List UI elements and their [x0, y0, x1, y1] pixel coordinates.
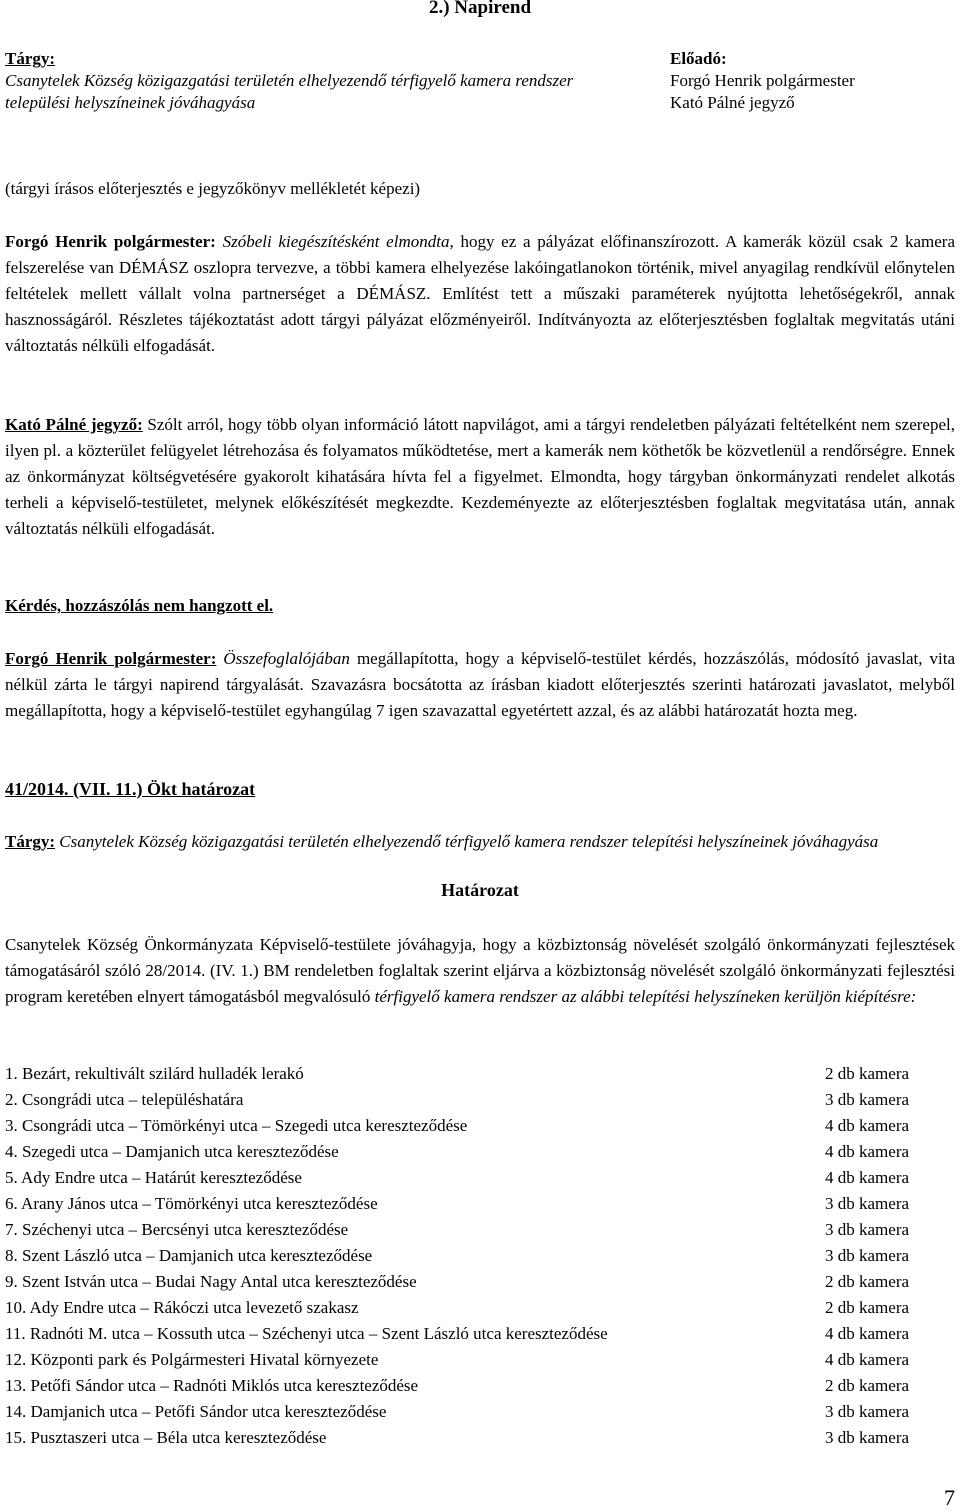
location-name: 11. Radnóti M. utca – Kossuth utca – Széchenyi utca – Szent László utca kereszteződése: [5, 1324, 608, 1343]
presenter-label: Előadó:: [670, 49, 727, 68]
location-name: 6. Arany János utca – Tömörkényi utca kereszteződése: [5, 1194, 378, 1213]
page-number: 7: [944, 1485, 955, 1510]
no-questions-line: Kérdés, hozzászólás nem hangzott el.: [5, 596, 274, 615]
resolution-subject-text: Csanytelek Község közigazgatási területén elhelyezendő térfigyelő kamera rendszer telepítési helyszíneinek jóváhagyása: [55, 832, 879, 851]
location-name: 12. Központi park és Polgármesteri Hivatal környezete: [5, 1350, 379, 1369]
list-item: [5, 1139, 935, 1165]
subject-text: Csanytelek Község közigazgatási területén elhelyezendő térfigyelő kamera rendszer települési helyszíneinek jóváhagyása: [5, 71, 574, 112]
paragraph-mayor-2: [5, 646, 955, 724]
list-item: [5, 1295, 935, 1321]
resolution-body: [5, 932, 955, 1010]
list-item: [5, 1321, 935, 1347]
speaker-notary: Kató Pálné jegyző:: [5, 415, 143, 434]
camera-count: 2 db kamera: [825, 1064, 910, 1083]
resolution-text: Csanytelek Község Önkormányzata Képviselő-testülete jóváhagyja, hogy a közbiztonság növelését szolgáló önkormányzati fejlesztések támogatásáról szóló 28/2014. (IV. 1.) BM rendeletben foglaltak szerint eljárva a közbiztonság növelését szolgáló önkormányzati fejlesztési program keretében elnyert támogatásból megvalósuló: [5, 935, 955, 1006]
camera-count: 4 db kamera: [825, 1168, 910, 1187]
list-item: [5, 1399, 935, 1425]
camera-count: 3 db kamera: [825, 1402, 910, 1421]
paragraph-text: megállapította, hogy a képviselő-testület kérdés, hozzászólás, módosító javaslat, vita nélkül zárta le tárgyi napirend tárgyalását. Szavazásra bocsátotta az írásban kiadott előterjesztés szerinti határozati javaslatot, melyből megállapította, hogy a képviselő-testület egyhangúlag 7 igen szavazattal egyetértett azzal, és az alábbi határozatát hozta meg.: [5, 649, 955, 720]
list-item: [5, 1425, 935, 1451]
camera-count: 4 db kamera: [825, 1324, 910, 1343]
list-item: [5, 1087, 935, 1113]
list-item: [5, 1243, 935, 1269]
camera-count: 3 db kamera: [825, 1194, 910, 1213]
resolution-title: Határozat: [441, 880, 519, 900]
camera-count: 4 db kamera: [825, 1142, 910, 1161]
list-item: [5, 1113, 935, 1139]
presenter-block: [670, 48, 960, 114]
camera-count: 4 db kamera: [825, 1116, 910, 1135]
presenter-2: Kató Pálné jegyző: [670, 93, 795, 112]
resolution-subject-label: Tárgy:: [5, 832, 56, 851]
location-name: 1. Bezárt, rekultivált szilárd hulladék lerakó: [5, 1064, 304, 1083]
attachment-note: (tárgyi írásos előterjesztés e jegyzőkönyv mellékletét képezi): [5, 179, 421, 198]
list-item: [5, 1217, 935, 1243]
subject-label: Tárgy:: [5, 49, 56, 68]
location-name: 8. Szent László utca – Damjanich utca kereszteződése: [5, 1246, 373, 1265]
list-item: [5, 1061, 935, 1087]
subject-block: [5, 48, 605, 114]
location-name: 15. Pusztaszeri utca – Béla utca kereszteződése: [5, 1428, 327, 1447]
camera-count: 3 db kamera: [825, 1220, 910, 1239]
list-item: [5, 1165, 935, 1191]
location-name: 4. Szegedi utca – Damjanich utca kereszteződése: [5, 1142, 339, 1161]
location-name: 9. Szent István utca – Budai Nagy Antal utca kereszteződése: [5, 1272, 417, 1291]
paragraph-text: hogy ez a pályázat előfinanszírozott. A kamerák közül csak 2 kamera felszerelése van DÉMÁSZ oszlopra tervezve, a többi kamera elhelyezése lakóingatlanokon történik, mivel anyagilag rendkívül előnytelen feltételek mellett vállalt volna partnerséget a DÉMÁSZ. Említést tett a műszaki paraméterek nyújtotta lehetőségekről, annak hasznosságáról. Részletes tájékoztatást adott tárgyi pályázat előzményeiről. Indítványozta az előterjesztésben foglaltak megvitatás utáni változtatás nélküli elfogadását.: [5, 232, 956, 355]
location-name: 5. Ady Endre utca – Határút kereszteződése: [5, 1168, 302, 1187]
speaker-mayor: Forgó Henrik polgármester:: [5, 232, 216, 251]
italic-phrase: Összefoglalójában: [223, 649, 350, 668]
resolution-italic: térfigyelő kamera rendszer az alábbi telepítési helyszíneken kerüljön kiépítésre:: [374, 987, 917, 1006]
location-name: 10. Ady Endre utca – Rákóczi utca levezető szakasz: [5, 1298, 359, 1317]
location-name: 7. Széchenyi utca – Bercsényi utca kereszteződése: [5, 1220, 349, 1239]
camera-count: 3 db kamera: [825, 1246, 910, 1265]
paragraph-mayor-1: [5, 229, 955, 359]
location-list: [5, 1061, 935, 1451]
camera-count: 2 db kamera: [825, 1376, 910, 1395]
location-name: 13. Petőfi Sándor utca – Radnóti Miklós utca kereszteződése: [5, 1376, 419, 1395]
camera-count: 3 db kamera: [825, 1090, 910, 1109]
location-name: 3. Csongrádi utca – Tömörkényi utca – Szegedi utca kereszteződése: [5, 1116, 468, 1135]
resolution-subject: [5, 829, 955, 855]
speaker-mayor: Forgó Henrik polgármester:: [5, 649, 217, 668]
resolution-number: 41/2014. (VII. 11.) Ökt határozat: [5, 779, 256, 799]
page-heading: 2.) Napirend: [428, 0, 532, 18]
camera-count: 2 db kamera: [825, 1298, 910, 1317]
camera-count: 2 db kamera: [825, 1272, 910, 1291]
camera-count: 3 db kamera: [825, 1428, 910, 1447]
presenter-1: Forgó Henrik polgármester: [670, 71, 855, 90]
list-item: [5, 1373, 935, 1399]
camera-count: 4 db kamera: [825, 1350, 910, 1369]
list-item: [5, 1347, 935, 1373]
list-item: [5, 1191, 935, 1217]
location-name: 2. Csongrádi utca – településhatára: [5, 1090, 244, 1109]
paragraph-notary: [5, 412, 955, 542]
list-item: [5, 1269, 935, 1295]
paragraph-text: Szólt arról, hogy több olyan információ látott napvilágot, ami a tárgyi rendeletben pályázati feltételként nem szerepel, ilyen pl. a közterület felügyelet létrehozása és folyamatos működtetése, mert a kamerák nem köthetők be közvetlenül a rendőrségre. Ennek az önkormányzat költségvetésére gyakorolt kihatására hívta fel a figyelmet. Elmondta, hogy tárgyban önkormányzati rendelet alkotás terheli a képviselő-testületet, melynek előkészítését megkezdte. Kezdeményezte az előterjesztésben foglaltak megvitatása után, annak változtatás nélküli elfogadását.: [5, 415, 955, 538]
location-name: 14. Damjanich utca – Petőfi Sándor utca kereszteződése: [5, 1402, 387, 1421]
italic-phrase: Szóbeli kiegészítésként elmondta,: [222, 232, 454, 251]
